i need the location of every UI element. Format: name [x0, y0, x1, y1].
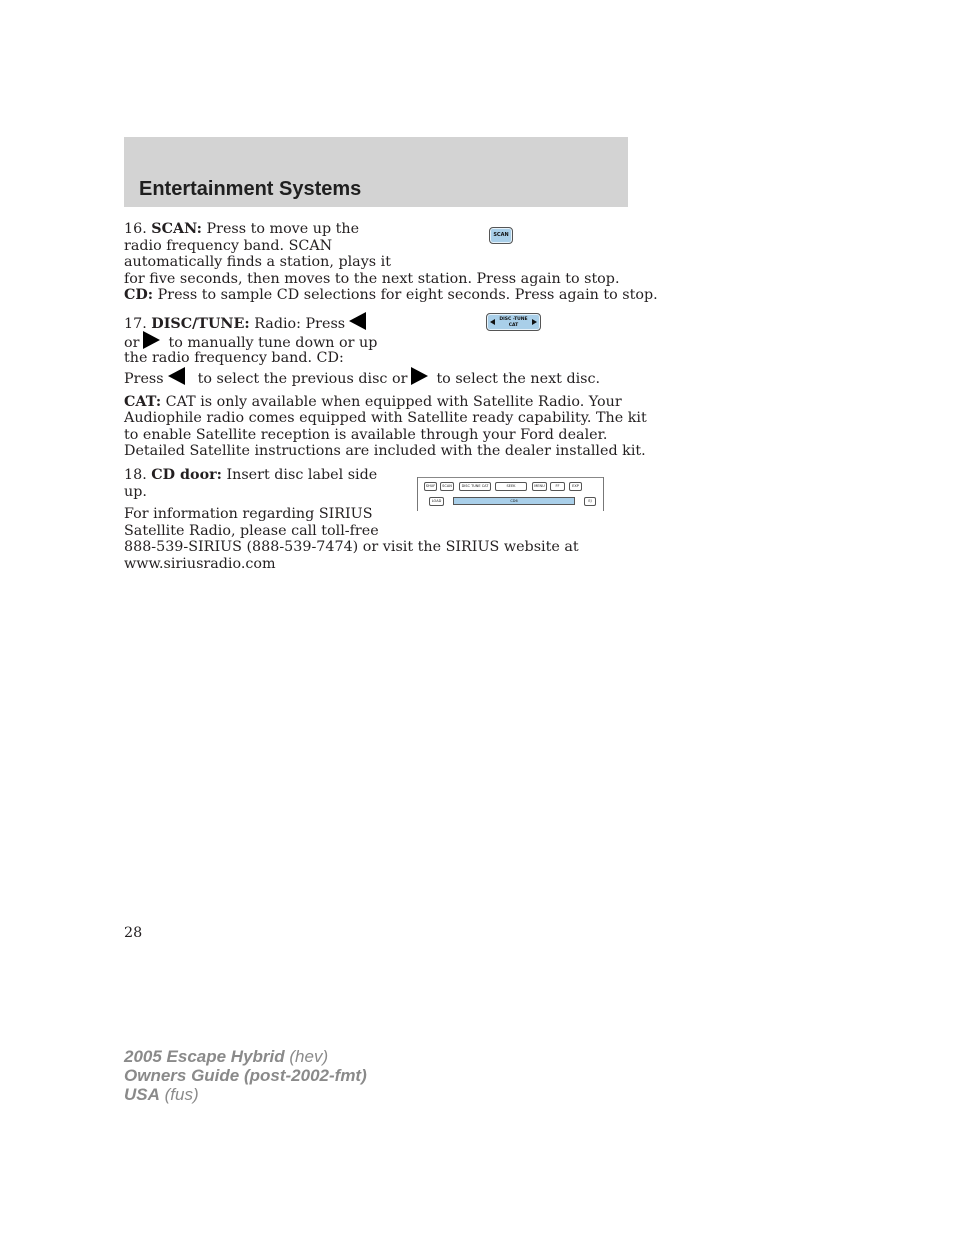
panel-button-shuf: SHUF	[424, 482, 437, 491]
footer: 2005 Escape Hybrid (hev) Owners Guide (post-2002-fmt) USA (fus)	[124, 1047, 367, 1104]
panel-button-menu: MENU	[532, 482, 547, 491]
section-title: Entertainment Systems	[139, 178, 362, 200]
panel-button-exp: EXP	[569, 482, 582, 491]
item-label-scan: SCAN:	[151, 221, 202, 237]
item-label-cat: CAT:	[124, 393, 162, 410]
item-number: 16.	[124, 221, 147, 237]
item-cat: CAT: CAT is only available when equipped with Satellite Radio. Your Audiophile radio comes equipped with Satellite ready capability. The kit to enable Satellite reception is available through your Ford dealer. Detailed Satellite instructions are included with the dealer installed kit.	[124, 393, 647, 460]
right-arrow-icon	[532, 319, 537, 325]
item-scan: 16. SCAN: Press to move up the radio frequency band. SCAN automatically finds a station, plays it for five seconds, then moves to the next station. Press again to stop. CD: Press to sample CD selections for eight seconds. Press again to stop.	[124, 221, 658, 304]
panel-button-seek: SEEK	[495, 482, 527, 491]
panel-button-scan: SCAN	[440, 482, 454, 491]
seek-down-arrow-icon	[349, 312, 366, 330]
item-label-cd-door: CD door:	[151, 466, 222, 483]
scan-button-illustration: SCAN	[489, 227, 513, 244]
panel-button-load: LOAD	[429, 497, 444, 506]
item-label-disc-tune: DISC/TUNE:	[151, 315, 250, 332]
item-disc-tune: 17. DISC/TUNE: Radio: Press or to manually tune down or up the radio frequency band. CD: Press to select the previous disc or to select the next disc.	[124, 312, 634, 386]
disc-tune-button-illustration: DISC -TUNE CAT	[486, 313, 541, 331]
item-number: 17.	[124, 315, 147, 332]
next-disc-arrow-icon	[411, 367, 428, 385]
previous-disc-arrow-icon	[168, 367, 185, 385]
panel-button-disc-tune: DISC TUNE CAT	[459, 482, 491, 491]
item-number: 18.	[124, 466, 147, 483]
seek-up-arrow-icon	[143, 331, 160, 349]
panel-button-ff: FF	[550, 482, 565, 491]
sirius-info: For information regarding SIRIUS Satellite Radio, please call toll-free 888-539-SIRIUS (888-539-7474) or visit the SIRIUS website at www.siriusradio.com	[124, 506, 579, 572]
section-header-band	[124, 137, 628, 207]
page-number: 28	[124, 925, 143, 941]
page-content	[124, 221, 658, 573]
cd-slot: CD6	[453, 497, 575, 505]
panel-button-eject: EJ	[584, 497, 596, 506]
cd-door-panel-illustration	[417, 477, 604, 511]
item-cd-door: 18. CD door: Insert disc label side up.	[124, 466, 378, 500]
cd-label: CD:	[124, 287, 154, 304]
